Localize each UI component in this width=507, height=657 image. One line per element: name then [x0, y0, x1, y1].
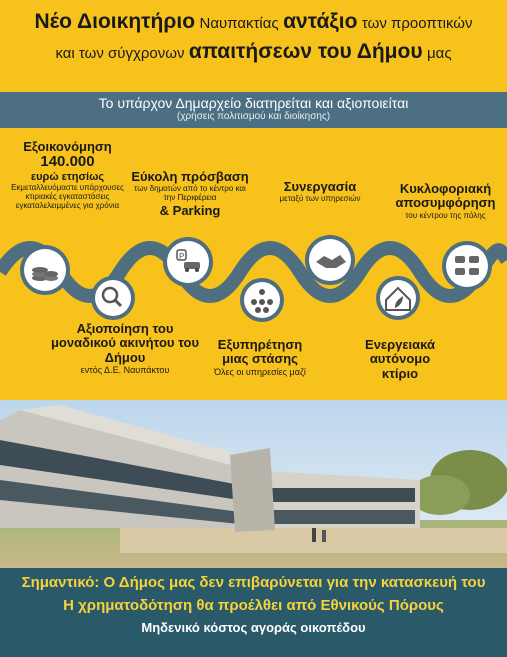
feature-title: Συνεργασία [283, 179, 357, 194]
feature-extra: & Parking [159, 202, 221, 218]
feature-title: Ενεργειακά αυτόνομο κτίριο [365, 337, 435, 381]
feature-title: Εύκολη πρόσβαση [131, 169, 249, 184]
feature-energy [350, 338, 450, 381]
coins-icon [20, 245, 70, 295]
eco-house-icon [376, 276, 420, 320]
feature-traffic [388, 182, 503, 220]
people-network-icon [240, 278, 284, 322]
handshake-icon [305, 235, 355, 285]
title-part: Νέο Διοικητήριο [34, 10, 196, 33]
feature-description: Όλες οι υπηρεσίες μαζί [214, 366, 306, 377]
traffic-icon [442, 241, 492, 291]
feature-savings [10, 140, 125, 210]
footer-banner [0, 568, 507, 657]
building-rendering-image [0, 400, 507, 568]
feature-title: Εξυπηρέτηση μιας στάσης [217, 337, 303, 367]
parking-car-icon [163, 237, 213, 287]
banner-line1: Το υπάρχον Δημαρχείο διατηρείται και αξιοποιείται [98, 95, 409, 111]
feature-cooperation [265, 180, 375, 203]
page-title [0, 10, 507, 63]
feature-description: των δημοτών από το κέντρο και την Περιφέρεια [134, 184, 246, 203]
search-icon [91, 276, 135, 320]
footer-line1: Σημαντικό: Ο Δήμος μας δεν επιβαρύνεται για την κατασκευή του [21, 574, 486, 591]
feature-description: του κέντρου της πόλης [405, 210, 486, 220]
title-part: των προοπτικών [361, 15, 473, 32]
feature-title: Κυκλοφοριακή αποσυμφόρηση [395, 181, 496, 211]
title-part: μας [427, 44, 452, 62]
svg-text:P: P [179, 252, 185, 261]
feature-title: Εξοικονόμηση [23, 139, 112, 154]
feature-description: Εκμεταλλευόμαστε υπάρχουσες κτιριακές εγκαταστάσεις εγκαταλελειμμένες για χρόνια [11, 182, 124, 211]
feature-property [50, 322, 200, 375]
feature-title: Αξιοποίηση του μοναδικού ακινήτου του Δήμου [50, 321, 200, 365]
feature-description: μεταξύ των υπηρεσιών [279, 194, 361, 204]
title-part: και των σύγχρονων [55, 44, 185, 62]
banner-line2: (χρήσεις πολιτισμού και διοίκησης) [176, 111, 331, 122]
feature-one-stop [205, 338, 315, 377]
info-banner [0, 92, 507, 128]
feature-description: εντός Δ.Ε. Ναυπάκτου [80, 364, 170, 375]
footer-line3: Μηδενικό κόστος αγοράς οικοπέδου [141, 620, 366, 635]
title-part: απαιτήσεων του Δήμου [188, 39, 423, 63]
feature-access [130, 170, 250, 218]
feature-subtitle: ευρώ ετησίως [30, 170, 105, 183]
title-part: Ναυπακτίας [199, 15, 279, 32]
footer-line2: Η χρηματοδότηση θα προέλθει από Εθνικούς Πόρους [63, 597, 444, 614]
feature-amount: 140.000 [40, 153, 95, 171]
title-part: αντάξιο [283, 10, 358, 33]
